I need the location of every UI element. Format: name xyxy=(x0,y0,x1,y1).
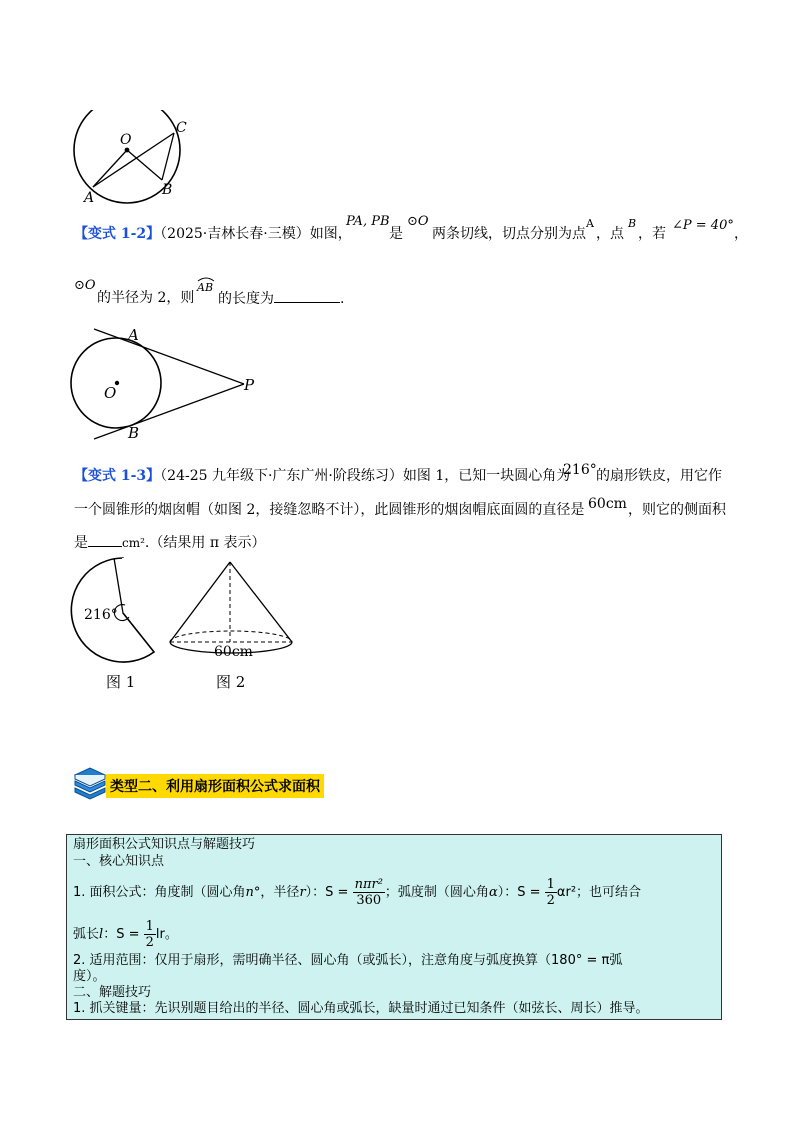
sector-cone-figures xyxy=(66,556,306,668)
label-O: O xyxy=(120,132,132,148)
knowledge-line-4: 度）。 xyxy=(73,969,106,984)
knowledge-heading-1: 一、核心知识点 xyxy=(73,854,165,869)
knowledge-box xyxy=(66,834,722,1020)
label-P: P xyxy=(244,376,255,394)
label-C: C xyxy=(176,120,187,136)
label-O: O xyxy=(104,384,117,402)
label-B: B xyxy=(128,424,140,442)
circle-chord-figure xyxy=(66,110,196,210)
knowledge-line-2: 弧长l：S = $\frac{1}{2}$ lr。 xyxy=(73,919,178,950)
figure-2-caption: 图 2 xyxy=(216,673,246,691)
question-1-3-line2: 一个圆锥形的烟囱帽（如图 2，接缝忽略不计），此圆锥形的烟囱帽底面圆的直径是 xyxy=(74,502,585,518)
figure-1-caption: 图 1 xyxy=(106,673,136,691)
section-title: 类型二、利用扇形面积公式求面积 xyxy=(106,774,324,798)
formula-fraction: $\frac{1}{2}$ xyxy=(546,877,555,908)
cone-diameter-label: 60cm xyxy=(214,644,253,660)
label-B: B xyxy=(162,182,173,198)
sector-angle-label: 216° xyxy=(84,607,118,623)
question-tag: 【变式 1-3】 xyxy=(74,468,161,484)
books-icon xyxy=(72,765,108,801)
knowledge-line-3: 2. 适用范围：仅用于扇形，需明确半径、圆心角（或弧长），注意角度与弧度换算（180° = π弧 xyxy=(73,953,623,968)
formula-fraction: $\frac{\text{nπr²}}{360}$ xyxy=(354,877,383,908)
answer-blank[interactable] xyxy=(274,288,340,303)
question-1-3-line3: 是 cm².（结果用 π 表示） xyxy=(74,532,265,553)
formula-fraction: $\frac{1}{2}$ xyxy=(145,919,154,950)
question-1-2-line1: 【变式 1-2】（2025·吉林长春·三模）如图， xyxy=(74,226,352,242)
tangent-figure xyxy=(66,320,266,450)
label-A: A xyxy=(84,190,95,206)
knowledge-title: 扇形面积公式知识点与解题技巧 xyxy=(73,837,256,852)
knowledge-heading-2: 二、解题技巧 xyxy=(73,985,152,1000)
label-A: A xyxy=(128,326,139,344)
q12-pa-pb: PA, PB xyxy=(346,214,390,229)
question-tag: 【变式 1-2】 xyxy=(74,226,161,242)
knowledge-line-5: 1. 抓关键量：先识别题目给出的半径、圆心角或弧长，缺量时通过已知条件（如弦长、周长）推导。 xyxy=(73,1001,649,1016)
question-1-3-line1: 【变式 1-3】（24-25 九年级下·广东广州·阶段练习）如图 1，已知一块圆心角为 xyxy=(74,468,571,484)
answer-blank[interactable] xyxy=(88,532,122,547)
knowledge-line-1: 1. 面积公式：角度制（圆心角n°，半径r）：S = $\frac{\text{nπr²}}{360}$ ；弧度制（圆心角α）：S = $\frac{1}{2}$ αr²；也可结合 xyxy=(73,877,642,908)
